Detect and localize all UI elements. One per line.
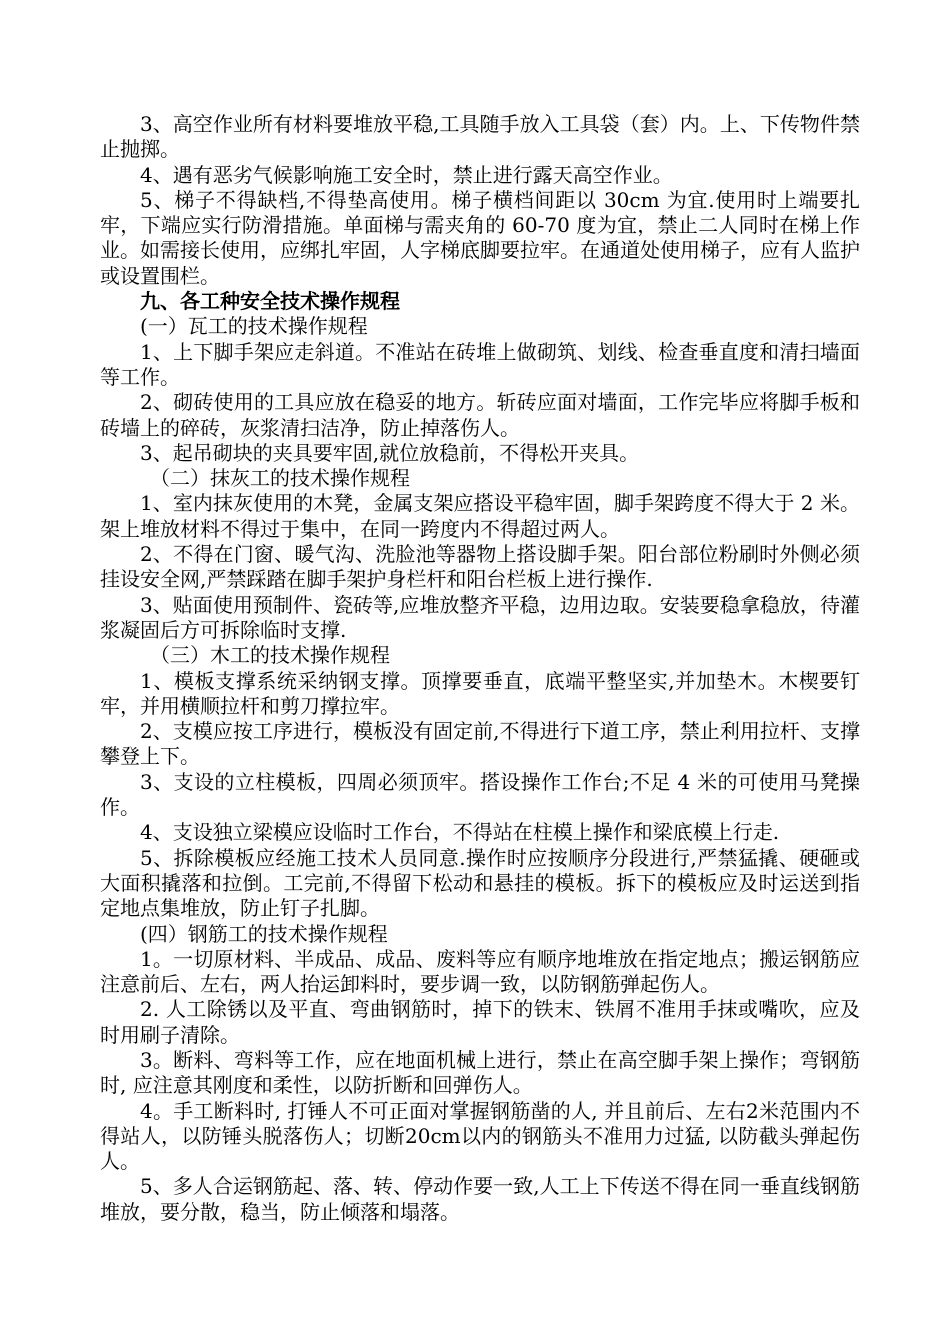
paragraph-carpenter-2: 2、支模应按工序进行，模板没有固定前,不得进行下道工序，禁止利用拉杆、支撑攀登上下。 bbox=[100, 719, 860, 769]
paragraph-steelworker-5: 5、多人合运钢筋起、落、转、停动作要一致,人工上下传送不得在同一垂直线钢筋堆放，要分散，稳当，防止倾落和塌落。 bbox=[100, 1174, 860, 1224]
paragraph-bricklayer-2: 2、砌砖使用的工具应放在稳妥的地方。斩砖应面对墙面，工作完毕应将脚手板和砖墙上的碎砖，灰浆清扫洁净，防止掉落伤人。 bbox=[100, 390, 860, 440]
paragraph-high-altitude-materials: 3、高空作业所有材料要堆放平稳,工具随手放入工具袋（套）内。上、下传物件禁止抛掷。 bbox=[100, 112, 860, 162]
paragraph-plasterer-3: 3、贴面使用预制件、瓷砖等,应堆放整齐平稳，边用边取。安装要稳拿稳放，待灌浆凝固后方可拆除临时支撑. bbox=[100, 592, 860, 642]
paragraph-steelworker-1: 1。一切原材料、半成品、成品、废料等应有顺序地堆放在指定地点；搬运钢筋应注意前后、左右，两人抬运卸料时，要步调一致，以防钢筋弹起伤人。 bbox=[100, 946, 860, 997]
paragraph-carpenter-5: 5、拆除模板应经施工技术人员同意.操作时应按顺序分段进行,严禁猛撬、硬砸或大面积撬落和拉倒。工完前,不得留下松动和悬挂的模板。拆下的模板应及时运送到指定地点集堆放，防止钉子扎脚。 bbox=[100, 845, 860, 921]
section-heading-nine: 九、各工种安全技术操作规程 bbox=[140, 289, 400, 314]
paragraph-steelworker-4: 4。手工断料时, 打锤人不可正面对掌握钢筋凿的人, 并且前后、左右2米范围内不得站人，以防锤头脱落伤人；切断20cm以内的钢筋头不准用力过猛, 以防截头弹起伤人。 bbox=[100, 1098, 860, 1174]
paragraph-ladder-rules: 5、梯子不得缺档,不得垫高使用。梯子横档间距以 30cm 为宜.使用时上端要扎牢，下端应实行防滑措施。单面梯与需夹角的 60-70 度为宜，禁止二人同时在梯上作业。如需接长使用，应绑扎牢固，人字梯底脚要拉牢。在通道处使用梯子，应有人监护或设置围栏。 bbox=[100, 187, 860, 288]
paragraph-bricklayer-3: 3、起吊砌块的夹具要牢固,就位放稳前，不得松开夹具。 bbox=[140, 440, 640, 465]
subheading-carpenter: （三）木工的技术操作规程 bbox=[150, 643, 390, 668]
paragraph-bad-weather: 4、遇有恶劣气候影响施工安全时，禁止进行露天高空作业。 bbox=[140, 162, 673, 187]
document-page bbox=[100, 112, 860, 1225]
paragraph-carpenter-4: 4、支设独立梁模应设临时工作台，不得站在柱模上操作和梁底模上行走. bbox=[140, 820, 780, 845]
subheading-bricklayer: (一）瓦工的技术操作规程 bbox=[140, 314, 368, 339]
paragraph-steelworker-3: 3。断料、弯料等工作，应在地面机械上进行，禁止在高空脚手架上操作；弯钢筋时, 应注意其刚度和柔性，以防折断和回弹伤人。 bbox=[100, 1047, 860, 1098]
subheading-plasterer: （二）抹灰工的技术操作规程 bbox=[150, 466, 410, 491]
paragraph-bricklayer-1: 1、上下脚手架应走斜道。不准站在砖堆上做砌筑、划线、检查垂直度和清扫墙面等工作。 bbox=[100, 339, 860, 389]
paragraph-plasterer-2: 2、不得在门窗、暖气沟、洗脸池等器物上搭设脚手架。阳台部位粉刷时外侧必须挂设安全网,严禁踩踏在脚手架护身栏杆和阳台栏板上进行操作. bbox=[100, 542, 860, 592]
paragraph-plasterer-1: 1、室内抹灰使用的木凳，金属支架应搭设平稳牢固，脚手架跨度不得大于 2 米。架上堆放材料不得过于集中，在同一跨度内不得超过两人。 bbox=[100, 491, 860, 541]
paragraph-carpenter-3: 3、支设的立柱模板，四周必须顶牢。搭设操作工作台;不足 4 米的可使用马凳操作。 bbox=[100, 769, 860, 820]
subheading-steelworker: (四）钢筋工的技术操作规程 bbox=[140, 921, 388, 946]
paragraph-steelworker-2: 2. 人工除锈以及平直、弯曲钢筋时，掉下的铁末、铁屑不准用手抹或嘴吹，应及时用刷子清除。 bbox=[100, 997, 860, 1047]
paragraph-carpenter-1: 1、模板支撑系统采纳钢支撑。顶撑要垂直，底端平整坚实,并加垫木。木楔要钉牢，并用横顺拉杆和剪刀撑拉牢。 bbox=[100, 668, 860, 718]
